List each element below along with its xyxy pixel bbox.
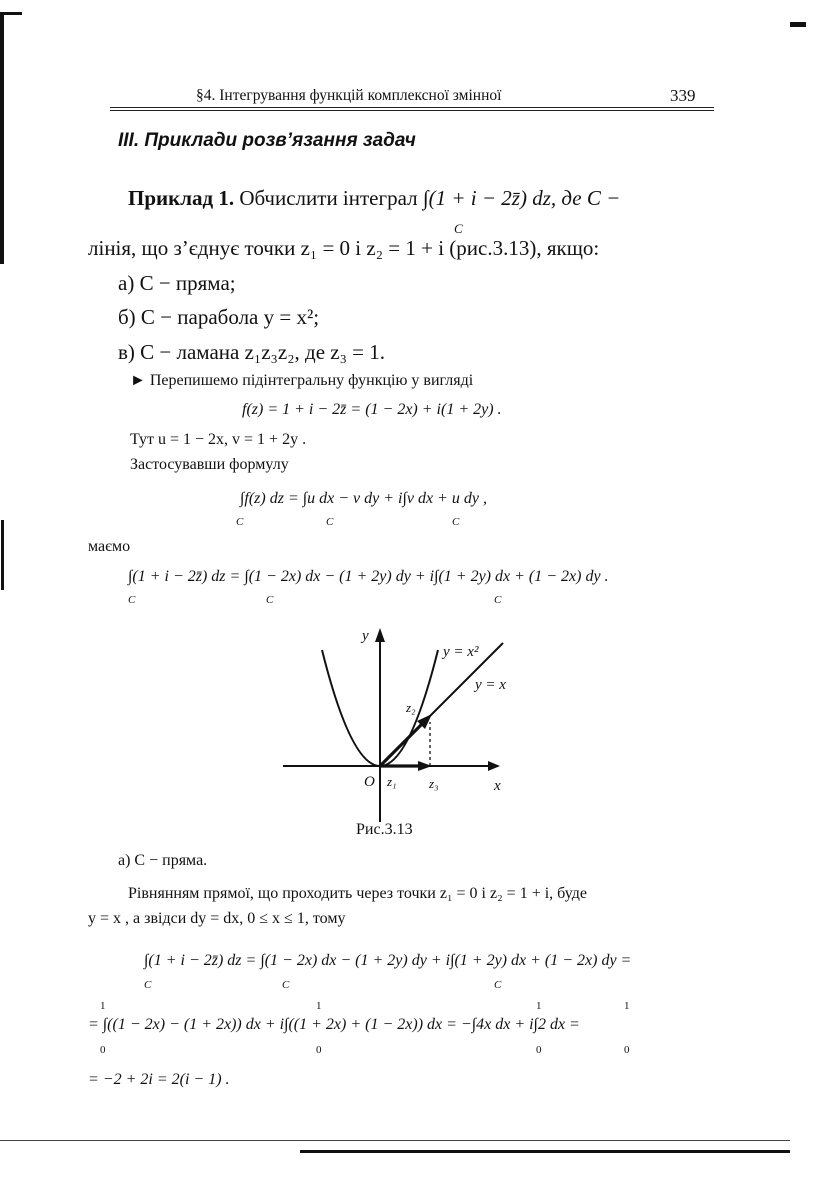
eq2-lower-1: 0 <box>100 1044 106 1056</box>
solution-intro: ► Перепишемо підінтегральну функцію у вигляді <box>130 372 474 389</box>
header-rule <box>110 107 714 108</box>
case-b: б) C − парабола y = x²; <box>118 305 320 329</box>
path-segment-z1-z2 <box>380 720 426 766</box>
scan-left-edge <box>0 14 4 264</box>
figure-caption: Рис.3.13 <box>356 821 413 838</box>
path-arrow-z2 <box>417 714 432 729</box>
expansion: ∫(1 + i − 2z̄) dz = ∫(1 − 2x) dx − (1 + 2y) dy + i∫(1 + 2y) dx + (1 − 2x) dy . <box>128 568 609 585</box>
z1-label: z₁ <box>387 774 397 789</box>
formula: ∫f(z) dz = ∫u dx − v dy + i∫v dx + u dy , <box>240 490 487 507</box>
y-axis-label: y <box>362 628 369 644</box>
example-statement-end: , де C − <box>550 186 621 210</box>
eq2-upper-2: 1 <box>316 1000 322 1012</box>
eq2-lower-2: 0 <box>316 1044 322 1056</box>
header-rule-2 <box>110 110 714 111</box>
line-y-equals-x <box>380 643 503 766</box>
bottom-scan-rule-thick <box>300 1150 790 1153</box>
z3-label: z₃ <box>429 776 439 791</box>
running-title: §4. Інтегрування функцій комплексної змінної <box>196 87 502 104</box>
eq2-upper-3: 1 <box>536 1000 542 1012</box>
example-statement <box>128 186 620 211</box>
expansion-sub-1: C <box>128 594 136 606</box>
page-number: 339 <box>670 86 696 105</box>
x-axis-label: x <box>494 778 501 794</box>
parabola-label: y = x² <box>443 644 479 660</box>
expansion-sub-2: C <box>266 594 274 606</box>
line-label: y = x <box>475 677 506 693</box>
formula-sub-3: C <box>452 516 460 528</box>
x-axis-arrow <box>488 761 500 771</box>
f-expression: f(z) = 1 + i − 2z̄ = (1 − 2x) + i(1 + 2y) . <box>242 401 502 418</box>
case-a: а) C − пряма; <box>118 271 236 295</box>
z2-label: z₂ <box>406 700 416 715</box>
example-statement-start: Обчислити інтеграл <box>239 186 418 210</box>
part-a-heading: а) C − пряма. <box>118 852 208 869</box>
bottom-scan-rule <box>0 1140 790 1141</box>
part-a-text1: Рівнянням прямої, що проходить через точки z₁ = 0 і z₂ = 1 + i, буде <box>128 885 587 902</box>
eq2-upper-4: 1 <box>624 1000 630 1012</box>
we-have: маємо <box>88 538 131 555</box>
formula-sub-1: C <box>236 516 244 528</box>
eq1-sub-2: C <box>282 979 290 991</box>
scan-corner-mark <box>790 22 806 27</box>
eq1-sub-3: C <box>494 979 502 991</box>
scan-left-edge-lower <box>1 520 4 590</box>
part-a-eq1: ∫(1 + i − 2z̄) dz = ∫(1 − 2x) dx − (1 + 2y) dy + i∫(1 + 2y) dx + (1 − 2x) dy = <box>144 952 632 969</box>
eq2-lower-3: 0 <box>536 1044 542 1056</box>
scan-top-edge <box>0 12 22 15</box>
parabola-curve <box>322 650 438 766</box>
y-axis-arrow <box>375 628 385 642</box>
eq1-sub-1: C <box>144 979 152 991</box>
apply-formula: Застосувавши формулу <box>130 456 289 473</box>
figure-graph <box>283 628 503 822</box>
part-a-text2: y = x , а звідси dy = dx, 0 ≤ x ≤ 1, тому <box>88 910 346 927</box>
example-integral: ∫(1 + i − 2z̄) dz <box>422 186 551 210</box>
path-arrow-z3 <box>418 761 432 771</box>
part-a-eq2: = ∫((1 − 2x) − (1 + 2x)) dx + i∫((1 + 2x) + (1 − 2x)) dx = −∫4x dx + i∫2 dx = <box>88 1016 580 1033</box>
eq2-upper-1: 1 <box>100 1000 106 1012</box>
formula-sub-2: C <box>326 516 334 528</box>
case-c: в) C − ламана z₁z₃z₂, де z₃ = 1. <box>118 340 386 364</box>
example-label: Приклад 1. <box>128 186 235 210</box>
uv-expression: Тут u = 1 − 2x, v = 1 + 2y . <box>130 431 307 448</box>
expansion-sub-3: C <box>494 594 502 606</box>
origin-label: O <box>364 774 375 790</box>
part-a-eq3: = −2 + 2i = 2(i − 1) . <box>88 1071 230 1088</box>
section-title: III. Приклади розв’язання задач <box>118 130 416 151</box>
example-integral-sub: C <box>454 221 463 236</box>
example-line2: лінія, що з’єднує точки z₁ = 0 і z₂ = 1 + i (рис.3.13), якщо: <box>88 236 600 260</box>
eq2-lower-4: 0 <box>624 1044 630 1056</box>
